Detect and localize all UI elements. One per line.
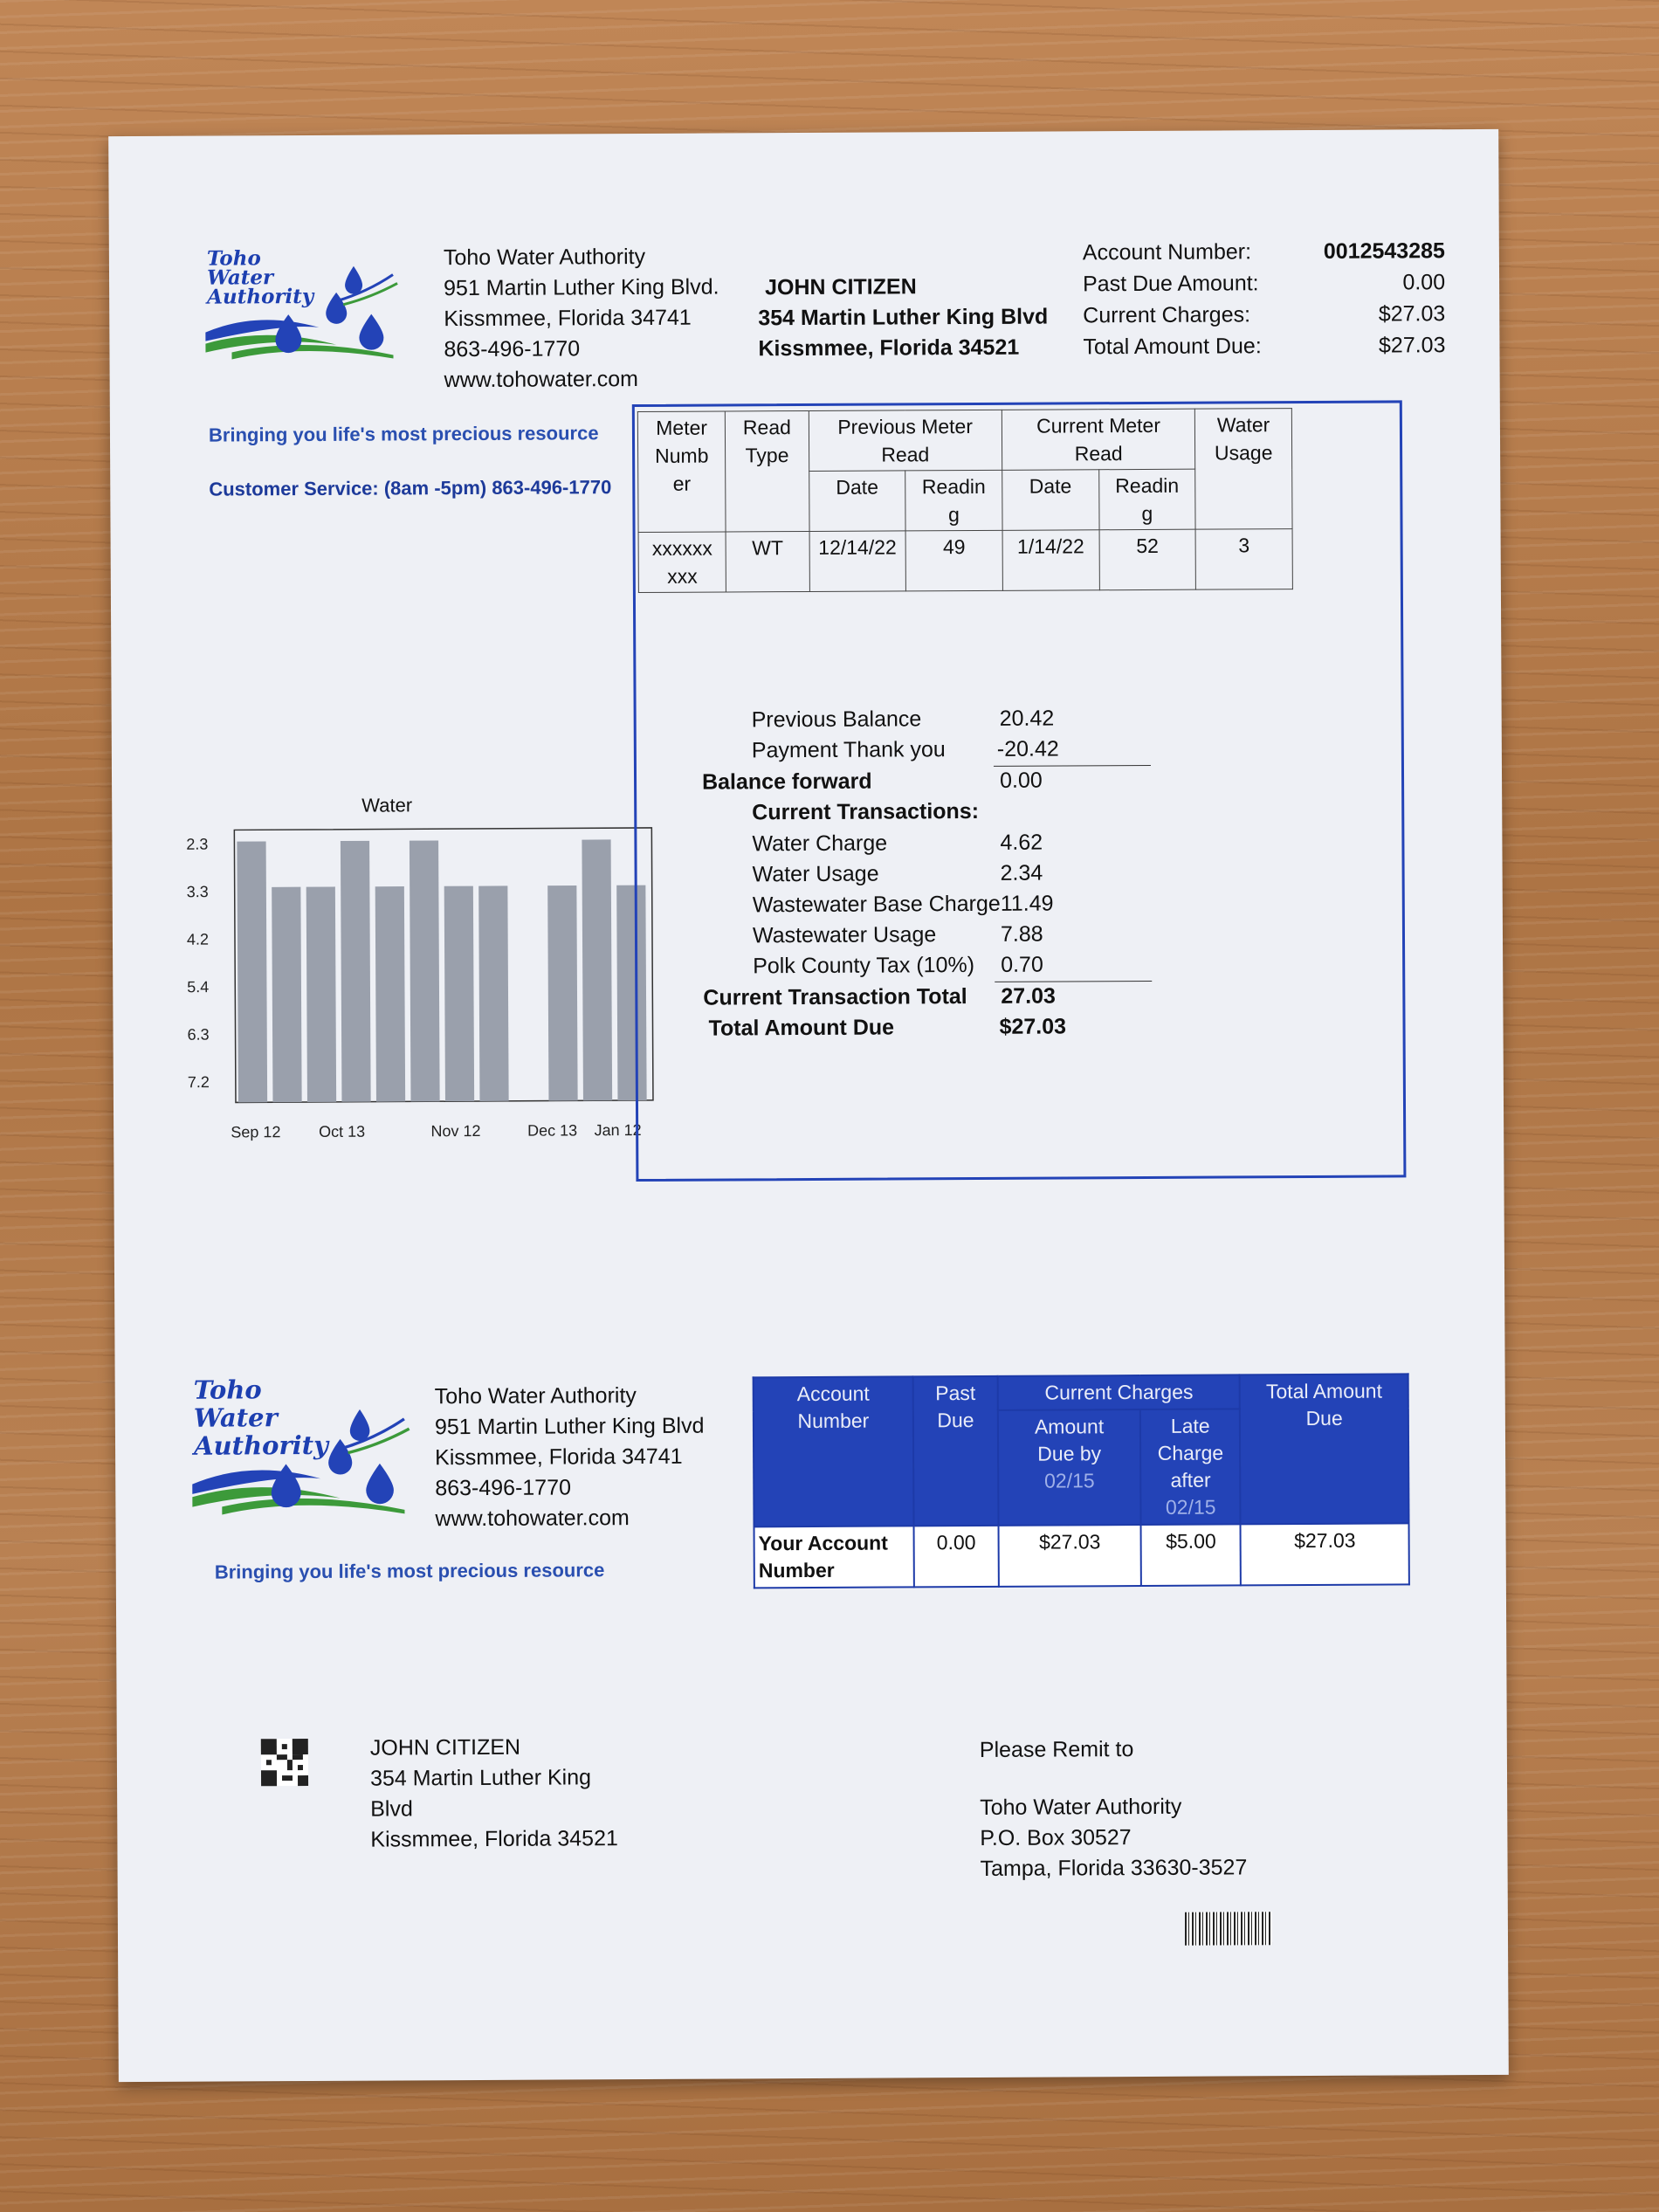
chart-bar <box>272 887 301 1103</box>
current-charges-header: Current Charges <box>998 1375 1241 1409</box>
logo-text-line2: Water <box>206 265 274 290</box>
logo-text-line1: Toho <box>206 246 261 271</box>
usage-cell: 3 <box>1195 529 1292 590</box>
total-amount-header: Total Amount Due <box>1240 1374 1408 1524</box>
barcode-icon <box>1185 1912 1272 1946</box>
tx-item-label: Water Usage <box>752 861 879 887</box>
y-tick-label: 4.2 <box>186 930 210 948</box>
mail-address-line2: Blvd <box>370 1796 413 1822</box>
read-type-cell: WT <box>726 531 809 591</box>
meter-number-header: Meter Numb er <box>637 411 726 533</box>
water-drops-icon <box>205 248 407 362</box>
remit-address-line1: P.O. Box 30527 <box>980 1825 1132 1850</box>
mail-name: JOHN CITIZEN <box>369 1734 521 1761</box>
prev-reading-header: Readin g <box>905 470 1002 531</box>
bill-page <box>108 129 1509 2082</box>
remit-address-line2: Tampa, Florida 33630-3527 <box>980 1855 1248 1881</box>
mail-address-line3: Kissmmee, Florida 34521 <box>370 1826 618 1852</box>
mailing-address <box>370 1732 618 1855</box>
past-due-label: Past Due Amount: <box>1083 271 1259 297</box>
remittance-values-row <box>754 1523 1409 1588</box>
your-account-number-cell: Your Account Number <box>754 1526 914 1588</box>
chart-bar <box>306 886 336 1102</box>
y-tick-label: 7.2 <box>187 1073 210 1092</box>
company-phone: 863-496-1770 <box>435 1475 572 1501</box>
company-address-line1: 951 Martin Luther King Blvd <box>434 1413 705 1440</box>
tx-item-value: 2.34 <box>1000 860 1043 885</box>
previous-balance-label: Previous Balance <box>751 706 922 733</box>
payment-label: Payment Thank you <box>751 737 946 763</box>
company-phone: 863-496-1770 <box>444 336 581 362</box>
customer-name: JOHN CITIZEN <box>765 274 917 300</box>
account-number-value: 0012543285 <box>1323 238 1445 264</box>
company-address-line2: Kissmmee, Florida 34741 <box>435 1444 683 1471</box>
chart-plot <box>186 819 642 1170</box>
logo-text-line3: Authority <box>193 1430 329 1461</box>
curr-date-header: Date <box>1002 470 1099 531</box>
prev-date-header: Date <box>809 471 905 532</box>
chart-bar <box>410 840 440 1101</box>
prev-reading-cell: 49 <box>905 530 1002 591</box>
usage-chart <box>186 794 642 1141</box>
tx-item-label: Polk County Tax (10%) <box>753 953 975 979</box>
remit-name: Toho Water Authority <box>980 1794 1182 1820</box>
payment-value: -20.42 <box>996 736 1059 761</box>
meter-row <box>638 529 1292 593</box>
tagline: Bringing you life's most precious resource <box>208 422 599 446</box>
x-tick-label: Oct 13 <box>319 1122 366 1140</box>
prev-date-cell: 12/14/22 <box>809 531 906 592</box>
tx-item-label: Water Charge <box>752 830 888 857</box>
company-logo-bottom <box>192 1375 420 1533</box>
total-amount-due-value: $27.03 <box>999 1014 1067 1039</box>
total-due-label: Total Amount Due: <box>1083 334 1262 360</box>
amount-due-by-header: Amount Due by 02/15 <box>998 1409 1141 1526</box>
x-tick-label: Jan 12 <box>594 1121 642 1140</box>
remit-to-address <box>980 1791 1247 1885</box>
y-tick-label: 5.4 <box>187 978 210 996</box>
meter-table <box>637 408 1293 593</box>
chart-bar <box>582 839 612 1100</box>
tx-item-value: 7.88 <box>1000 921 1043 947</box>
amount-due-cell: $27.03 <box>999 1525 1142 1587</box>
remittance-table <box>753 1373 1410 1588</box>
balance-forward-label: Balance forward <box>701 768 872 795</box>
total-amount-cell: $27.03 <box>1241 1523 1409 1585</box>
x-tick-label: Sep 12 <box>231 1123 281 1141</box>
customer-address <box>758 272 1049 365</box>
company-address-bottom <box>435 1381 705 1535</box>
chart-bar <box>341 841 371 1102</box>
tx-item-label: Wastewater Base Charge <box>752 891 1001 918</box>
company-address-line1: 951 Martin Luther King Blvd. <box>444 274 719 301</box>
water-usage-header: Water Usage <box>1195 409 1292 530</box>
x-tick-label: Nov 12 <box>430 1121 481 1140</box>
chart-title: Water <box>361 794 413 817</box>
total-amount-due-label: Total Amount Due <box>708 1015 895 1041</box>
qr-code-icon <box>261 1739 308 1786</box>
current-charges-label: Current Charges: <box>1083 302 1251 328</box>
curr-date-cell: 1/14/22 <box>1002 530 1099 591</box>
chart-bar <box>547 885 577 1101</box>
past-due-value: 0.00 <box>1402 270 1446 295</box>
account-number-label: Account Number: <box>1082 239 1252 265</box>
remit-to-label: Please Remit to <box>979 1737 1134 1762</box>
past-due-header: Past Due <box>913 1376 999 1526</box>
tx-item-label: Wastewater Usage <box>752 922 937 948</box>
customer-address-line1: 354 Martin Luther King Blvd <box>758 304 1049 331</box>
read-type-header: Read Type <box>726 410 809 531</box>
customer-address-line2: Kissmmee, Florida 34521 <box>758 334 1020 362</box>
total-due-value: $27.03 <box>1378 333 1446 358</box>
balance-forward-value: 0.00 <box>999 768 1043 793</box>
logo-text-line3: Authority <box>207 284 314 309</box>
company-name: Toho Water Authority <box>434 1383 637 1409</box>
chart-bar <box>237 841 267 1102</box>
mail-address-line1: 354 Martin Luther King <box>369 1765 592 1791</box>
curr-reading-header: Readin g <box>1098 469 1195 530</box>
current-read-header: Current Meter Read <box>1002 409 1195 470</box>
current-total-value: 27.03 <box>1001 983 1056 1009</box>
logo-text-line1: Toho <box>193 1375 262 1405</box>
previous-read-header: Previous Meter Read <box>809 410 1002 471</box>
water-drops-icon <box>192 1375 420 1533</box>
previous-balance-value: 20.42 <box>999 706 1055 731</box>
tx-item-value: 11.49 <box>1000 891 1054 916</box>
chart-bar <box>478 885 508 1101</box>
company-logo <box>205 248 407 362</box>
company-website[interactable]: www.tohowater.com <box>444 367 639 393</box>
chart-bar <box>375 886 405 1102</box>
company-address <box>444 242 719 396</box>
company-name: Toho Water Authority <box>443 244 646 271</box>
current-transactions-label: Current Transactions: <box>752 798 980 825</box>
current-total-label: Current Transaction Total <box>703 984 967 1010</box>
tagline-bottom: Bringing you life's most precious resource <box>214 1559 605 1583</box>
tx-item-value: 0.70 <box>1001 952 1043 977</box>
chart-bar <box>444 886 474 1102</box>
past-due-cell: 0.00 <box>914 1526 999 1588</box>
account-summary <box>1083 236 1446 363</box>
tx-item-value: 4.62 <box>1000 830 1043 855</box>
meter-number-cell: xxxxxx xxx <box>638 532 726 593</box>
x-tick-label: Dec 13 <box>527 1121 578 1140</box>
logo-text-line2: Water <box>193 1402 278 1433</box>
company-website[interactable]: www.tohowater.com <box>435 1506 630 1532</box>
account-number-header: Account Number <box>754 1376 914 1526</box>
customer-service: Customer Service: (8am -5pm) 863-496-1770 <box>209 476 612 500</box>
curr-reading-cell: 52 <box>1099 529 1196 590</box>
company-address-line2: Kissmmee, Florida 34741 <box>444 305 692 332</box>
y-tick-label: 6.3 <box>187 1025 210 1044</box>
y-tick-label: 3.3 <box>186 883 209 901</box>
late-charge-cell: $5.00 <box>1141 1524 1242 1586</box>
y-tick-label: 2.3 <box>186 835 209 853</box>
current-charges-value: $27.03 <box>1378 301 1446 327</box>
late-charge-header: Late Charge after 02/15 <box>1140 1409 1241 1525</box>
